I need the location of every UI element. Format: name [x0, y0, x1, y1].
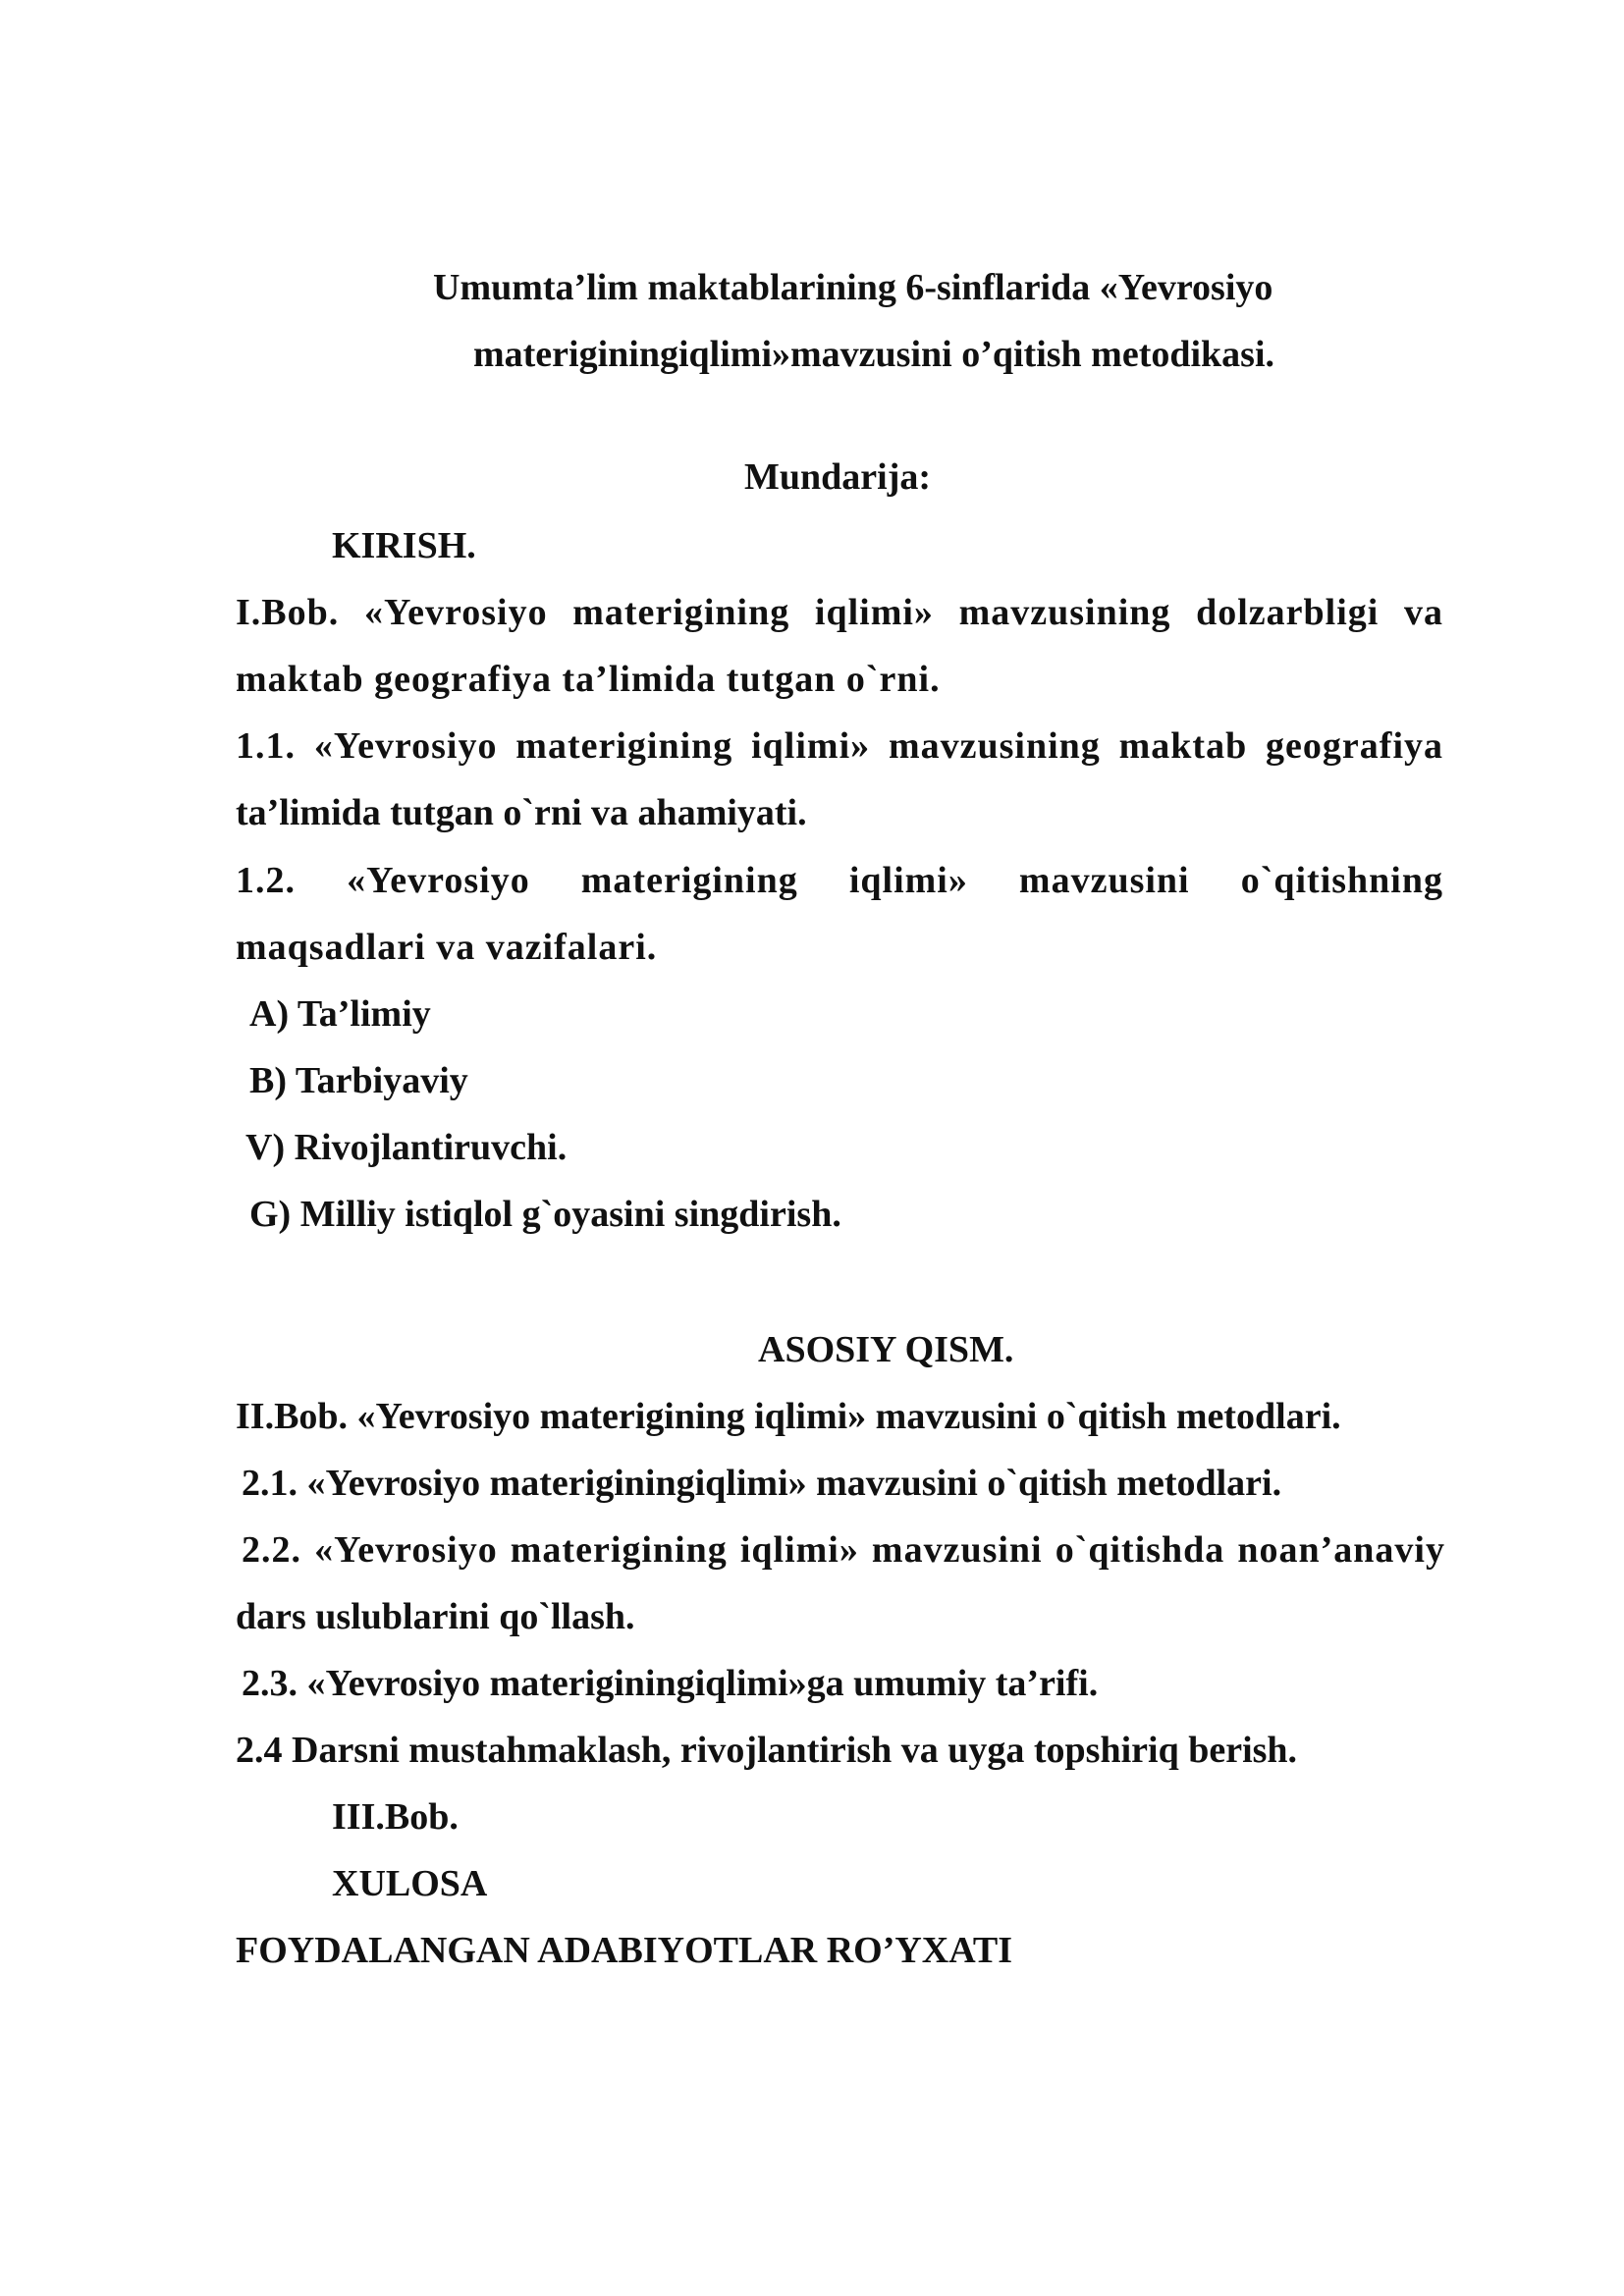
toc-subitem: B) Tarbiyaviy — [249, 1060, 468, 1101]
document-title-line-2: materiginingiqlimi»mavzusini o’qitish metodikasi. — [473, 334, 1275, 375]
main-part-heading: ASOSIY QISM. — [758, 1329, 1014, 1370]
toc-section-2-1: 2.1. «Yevrosiyo materiginingiqlimi» mavzusini o`qitish metodlari. — [242, 1463, 1282, 1504]
toc-section-2-3: 2.3. «Yevrosiyo materiginingiqlimi»ga umumiy ta’rifi. — [242, 1663, 1099, 1704]
toc-section-1-2-line-2: maqsadlari va vazifalari. — [236, 927, 658, 968]
toc-subitem: A) Ta’limiy — [249, 993, 431, 1035]
toc-intro: KIRISH. — [332, 525, 476, 566]
toc-references: FOYDALANGAN ADABIYOTLAR RO’YXATI — [236, 1930, 1013, 1971]
toc-conclusion: XULOSA — [332, 1863, 488, 1904]
toc-chapter-2: II.Bob. «Yevrosiyo materigining iqlimi» mavzusini o`qitish metodlari. — [236, 1396, 1341, 1437]
toc-subitem: V) Rivojlantiruvchi. — [245, 1127, 568, 1168]
toc-section-1-2-line-1: 1.2. «Yevrosiyo materigining iqlimi» mavzusini o`qitishning — [236, 860, 1443, 901]
contents-heading: Mundarija: — [744, 456, 931, 498]
toc-section-2-4: 2.4 Darsni mustahmaklash, rivojlantirish va uyga topshiriq berish. — [236, 1730, 1298, 1771]
toc-section-1-1-line-1: 1.1. «Yevrosiyo materigining iqlimi» mavzusining maktab geografiya — [236, 725, 1443, 767]
toc-section-2-2-line-2: dars uslublarini qo`llash. — [236, 1596, 635, 1637]
document-title-line-1: Umumta’lim maktablarining 6-sinflarida «Yevrosiyo — [433, 267, 1273, 308]
toc-section-2-2-line-1: 2.2. «Yevrosiyo materigining iqlimi» mavzusini o`qitishda noan’anaviy — [242, 1529, 1445, 1571]
toc-chapter-1-line-2: maktab geografiya ta’limida tutgan o`rni. — [236, 659, 941, 700]
toc-section-1-1-line-2: ta’limida tutgan o`rni va ahamiyati. — [236, 792, 807, 833]
toc-chapter-3: III.Bob. — [332, 1796, 459, 1838]
toc-chapter-1-line-1: I.Bob. «Yevrosiyo materigining iqlimi» mavzusining dolzarbligi va — [236, 592, 1443, 633]
toc-subitem: G) Milliy istiqlol g`oyasini singdirish. — [249, 1194, 841, 1235]
